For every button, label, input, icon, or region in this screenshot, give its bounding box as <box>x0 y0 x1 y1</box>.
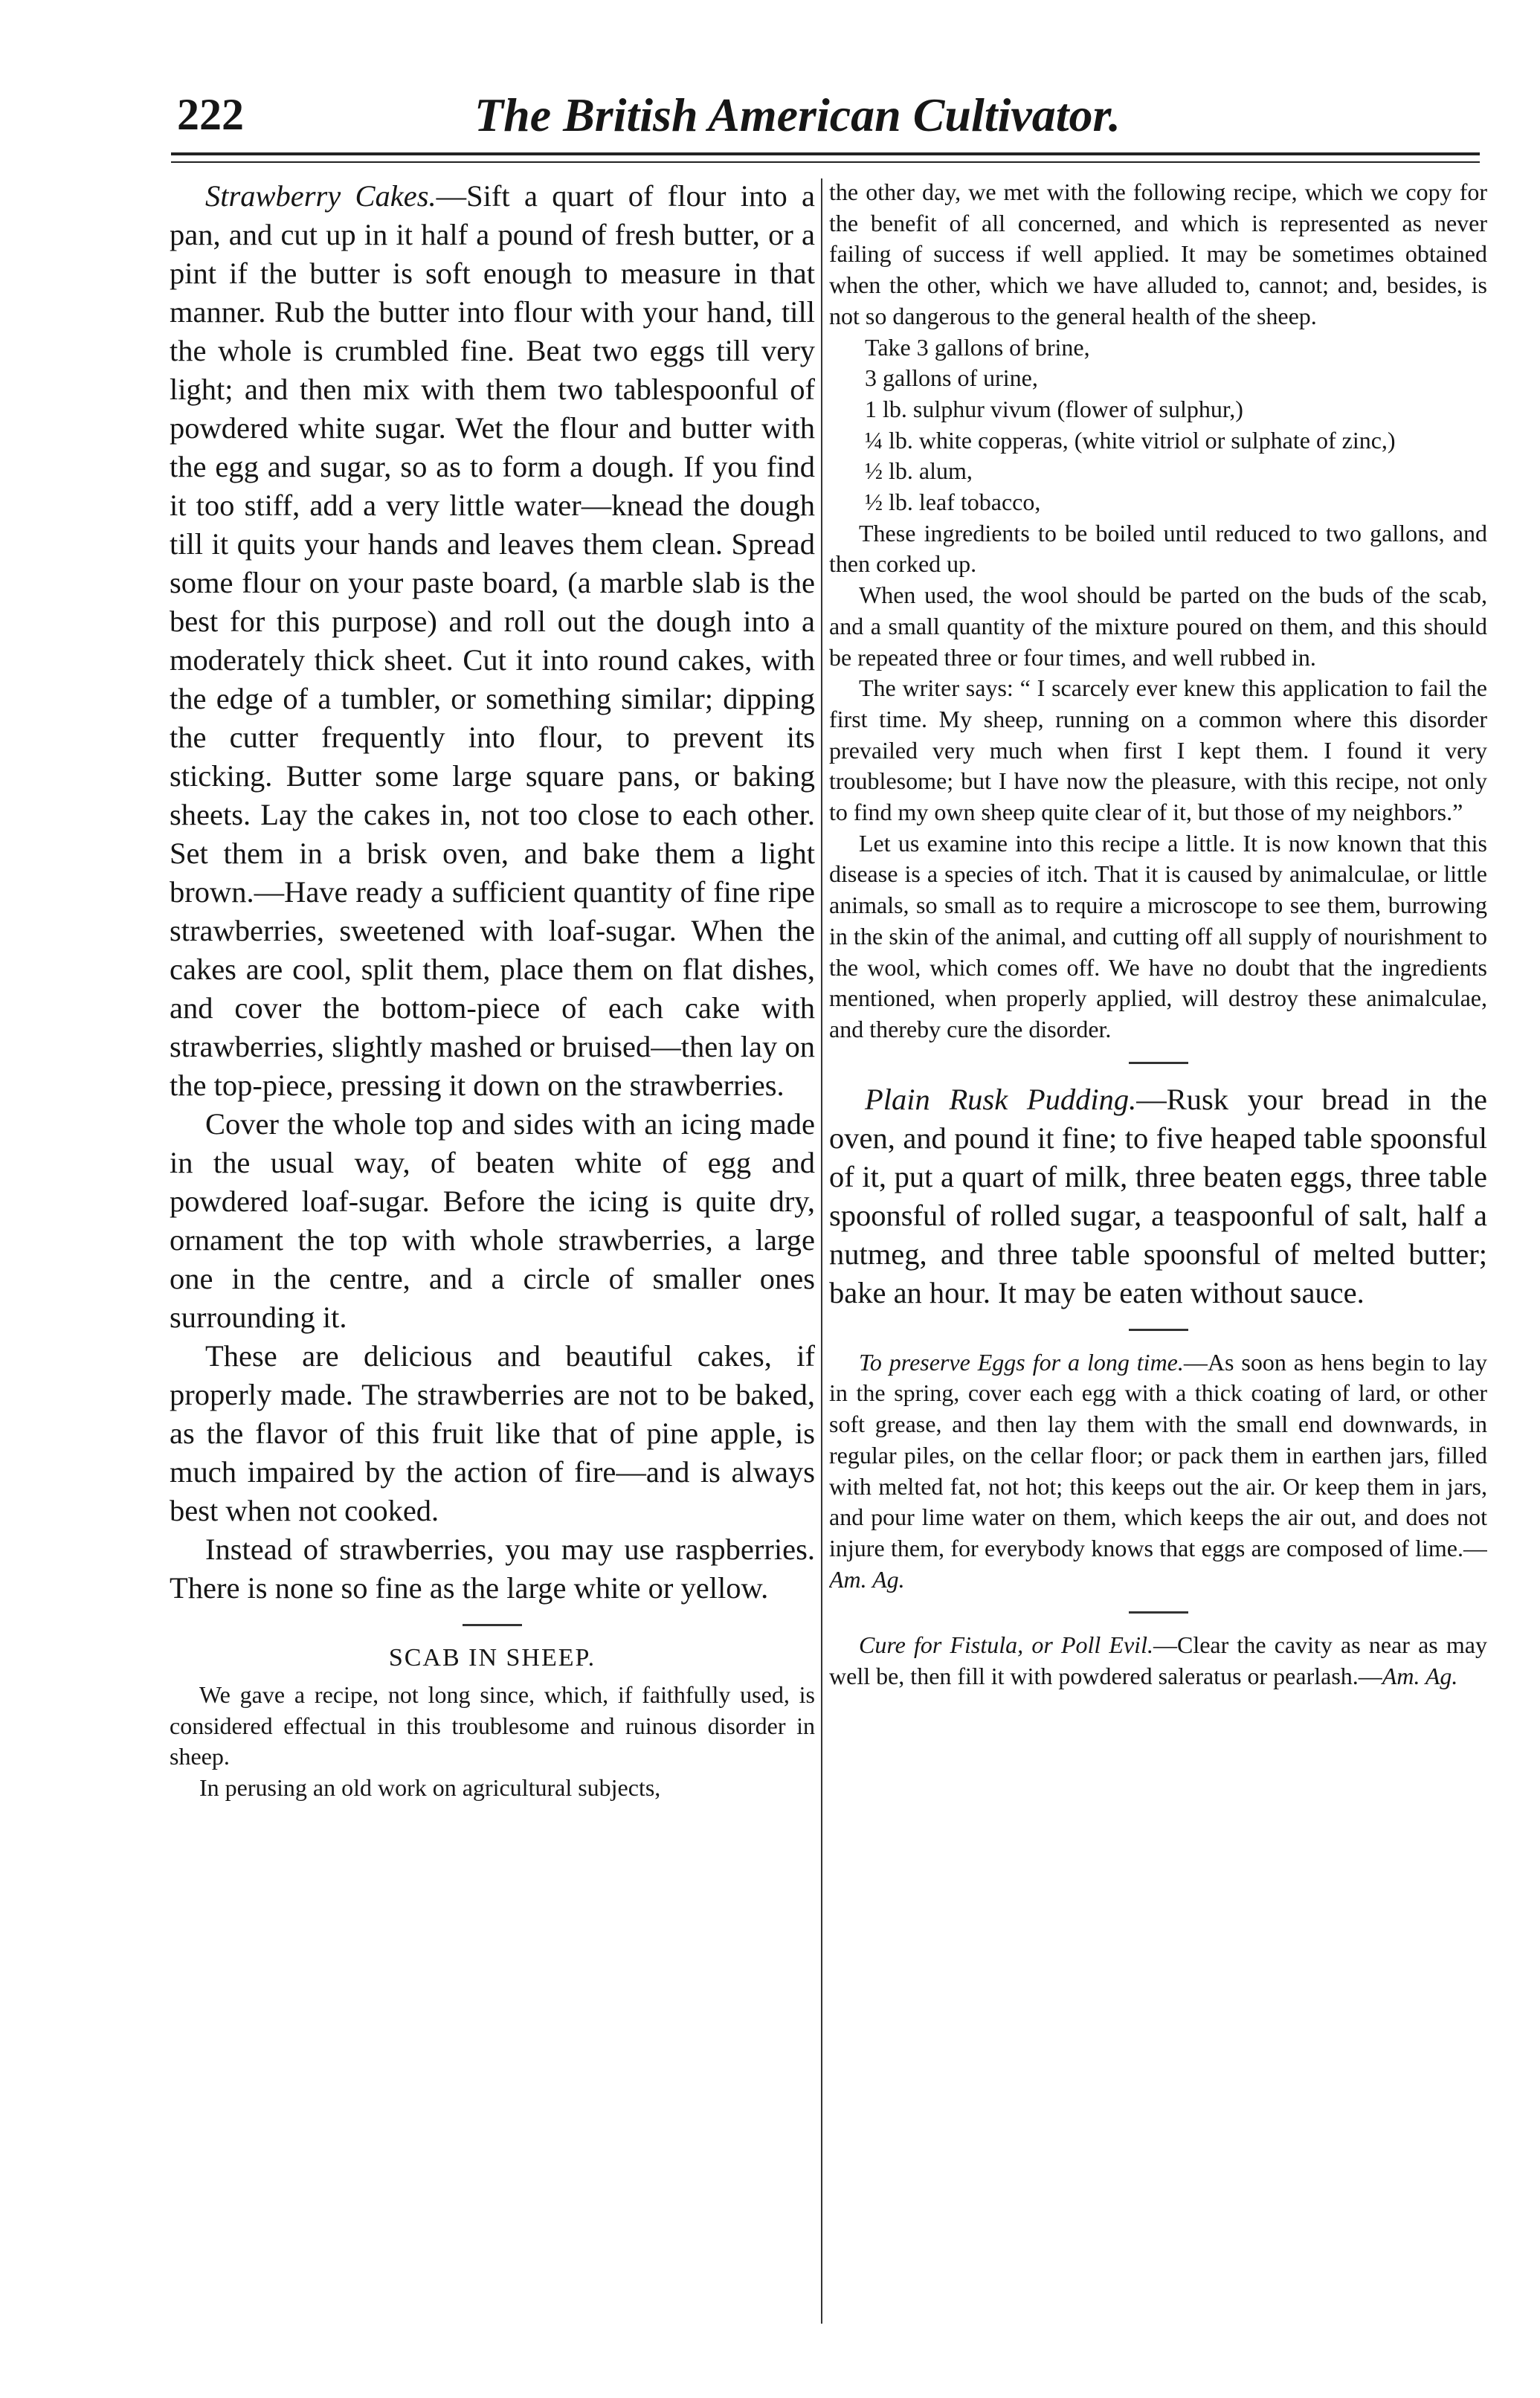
scab-paragraph-2: In perusing an old work on agricultural subjects, <box>199 1774 661 1802</box>
preserve-eggs-text: —As soon as hens begin to lay in the spring, cover each egg with a thick coating of lard, or other soft grease, and then lay them with the small end downwards, in regular piles, on the cellar floor; or pack them in earthen jars, filled with melted fat, not hot; this keeps out the air. Or keep them in jars, and pour lime water on them, which keeps the air out, and does not injure them, for everybody knows that eggs are composed of lime.— <box>829 1348 1487 1561</box>
scab-paragraph-1: We gave a recipe, not long since, which, if faithfully used, is considered effectual in this troublesome and ruinous disorder in sheep. <box>170 1681 815 1770</box>
preserve-eggs-title: To preserve Eggs for a long time. <box>859 1348 1184 1376</box>
rusk-pudding-title: Plain Rusk Pudding. <box>865 1082 1137 1116</box>
page-number: 222 <box>177 90 244 139</box>
strawberry-cakes-title: Strawberry Cakes. <box>205 179 436 213</box>
writer-says-paragraph: The writer says: “ I scarcely ever knew this application to fail the first time. My sheep, running on a common where this disorder prevailed very much when first I kept them. I found it very troublesome; but I have now the pleasure, with this recipe, not only to find my own sheep quite clear of it, but those of my neighbors.” <box>829 674 1487 826</box>
recipe-list <box>829 332 1487 518</box>
strawberry-cakes-paragraph <box>170 177 815 1105</box>
section-divider <box>1129 1329 1188 1331</box>
strawberry-cakes-text: —Sift a quart of flour into a pan, and cut up in it half a pound of fresh butter, or a pint if the butter is soft enough to measure in that manner. Rub the butter into flour with your hand, till the whole is crumbled fine. Beat two eggs till very light; and then mix with them two tablespoonful of powdered white sugar. Wet the flour and butter with the egg and sugar, so as to form a dough. If you find it too stiff, add a very little water—knead the dough till it quits your hands and leaves them clean. Spread some flour on your paste board, (a marble slab is the best for this purpose) and roll out the dough into a moderately thick sheet. Cut it into round cakes, with the edge of a tumbler, or something similar; dipping the cutter frequently into flour, to prevent its sticking. Butter some large square pans, or baking sheets. Lay the cakes in, not too close to each other. Set them in a brisk oven, and bake them a light brown.—Have ready a sufficient quantity of fine ripe strawberries, sweetened with loaf-sugar. When the cakes are cool, split them, place them on flat dishes, and cover the bottom-piece of each cake with strawberries, slightly mashed or bruised—then lay on the top-piece, pressing it down on the strawberries. <box>170 179 815 1102</box>
scab-in-sheep-heading: SCAB IN SHEEP. <box>388 1644 596 1672</box>
rusk-pudding-paragraph <box>829 1080 1487 1312</box>
examine-paragraph: Let us examine into this recipe a little. It is now known that this disease is a species of itch. That it is caused by animalculae, or little animals, so small as to require a microscope to see them, burrowing in the skin of the animal, and cutting off all supply of nourishment to the wool, which comes off. We have no doubt that the ingredients mentioned, when properly applied, will destroy these animalculae, and thereby cure the disorder. <box>829 829 1487 1042</box>
preserve-eggs-paragraph <box>829 1347 1487 1596</box>
left-column <box>170 177 815 2333</box>
recipe-item: Take 3 gallons of brine, <box>865 333 1090 361</box>
column-divider <box>821 178 822 2324</box>
header-rule <box>171 152 1480 155</box>
running-title: The British American Cultivator. <box>474 88 1121 141</box>
fistula-paragraph <box>829 1630 1487 1692</box>
raspberries-paragraph: Instead of strawberries, you may use raspberries. There is none so fine as the large white or yellow. <box>170 1532 815 1605</box>
when-used-paragraph: When used, the wool should be parted on the buds of the scab, and a small quantity of the mixture poured on them, and this should be repeated three or four times, and well rubbed in. <box>829 581 1487 671</box>
recipe-item: ¼ lb. white copperas, (white vitriol or sulphate of zinc,) <box>865 426 1396 454</box>
section-divider <box>1129 1611 1188 1614</box>
fistula-source: Am. Ag. <box>1382 1663 1458 1690</box>
section-divider <box>1129 1062 1188 1064</box>
section-divider <box>463 1624 522 1626</box>
recipe-item: 1 lb. sulphur vivum (flower of sulphur,) <box>865 395 1243 422</box>
delicious-paragraph: These are delicious and beautiful cakes, if properly made. The strawberries are not to be baked, as the flavor of this fruit like that of pine apple, is much impaired by the action of fire—and is always best when not cooked. <box>170 1339 815 1527</box>
recipe-note: These ingredients to be boiled until reduced to two gallons, and then corked up. <box>829 519 1487 578</box>
icing-paragraph: Cover the whole top and sides with an icing made in the usual way, of beaten white of egg and powdered loaf-sugar. Before the icing is quite dry, ornament the top with whole strawberries, a large one in the centre, and a circle of smaller ones surrounding it. <box>170 1107 815 1334</box>
right-column <box>829 177 1487 2333</box>
recipe-item: 3 gallons of urine, <box>865 364 1038 392</box>
rusk-pudding-text: —Rusk your bread in the oven, and pound it fine; to five heaped table spoonsful of it, put a quart of milk, three beaten eggs, three table spoonsful of rolled sugar, a teaspoonful of salt, half a nutmeg, and three table spoonsful of melted butter; bake an hour. It may be eaten without sauce. <box>829 1082 1487 1309</box>
fistula-title: Cure for Fistula, or Poll Evil. <box>859 1631 1153 1659</box>
recipe-item: ½ lb. leaf tobacco, <box>865 489 1041 516</box>
fistula-text: —Clear the cavity as near as may well be, then fill it with powdered saleratus or pearlash.— <box>829 1631 1487 1690</box>
header-rule-thin <box>171 161 1480 163</box>
recipe-item: ½ lb. alum, <box>865 457 973 485</box>
scab-continued-paragraph: the other day, we met with the following recipe, which we copy for the benefit of all concerned, and which is represented as never failing of success if well applied. It may be sometimes obtained when the other, which we have alluded to, cannot; and, besides, is not so dangerous to the general health of the sheep. <box>829 178 1487 329</box>
page-header <box>170 83 1478 150</box>
preserve-eggs-source: Am. Ag. <box>829 1565 905 1593</box>
